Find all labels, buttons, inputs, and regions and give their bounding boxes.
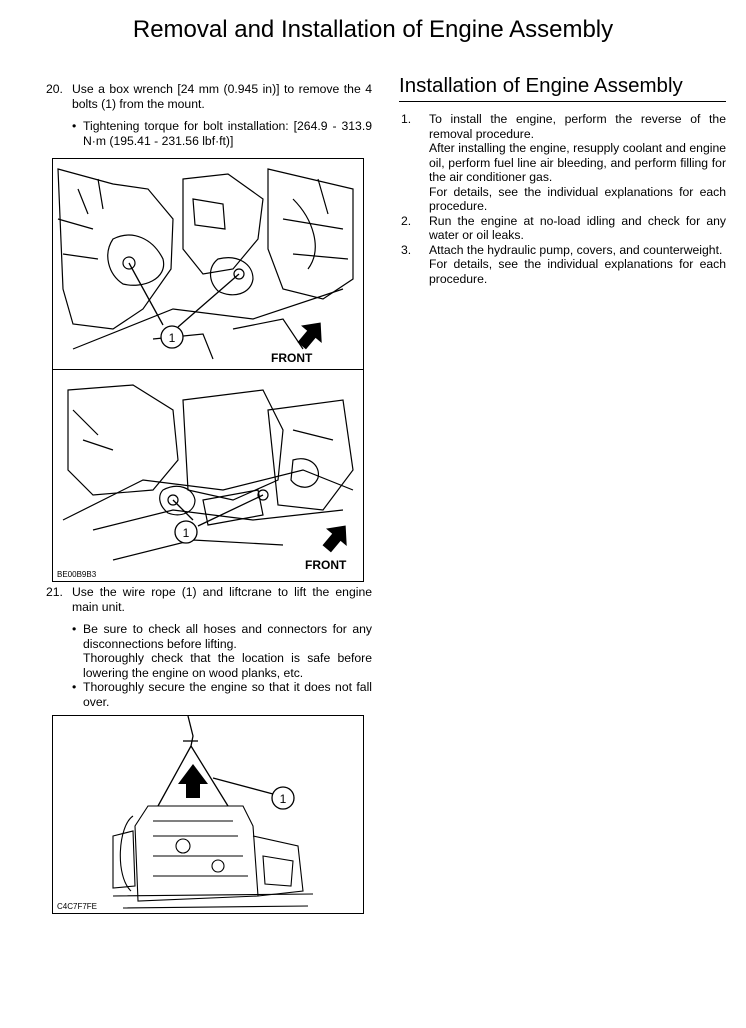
bullet: • Be sure to check all hoses and connectors for any disconnections before lifting. Thoroughly check that the location is safe before lowering the engine on wood planks, etc. — [72, 622, 372, 680]
install-step-1: 1. To install the engine, perform the reverse of the removal procedure. After installing the engine, resupply coolant and engine oil, perform fuel line air bleeding, and perform filling for the air conditioner gas. For details, see the individual explanations for each procedure. — [401, 112, 726, 213]
step-21-bullets — [72, 622, 372, 709]
figure-code: C4C7F7FE — [57, 902, 98, 911]
figure-code: BE00B9B3 — [57, 570, 97, 579]
right-column — [399, 74, 726, 286]
figure-engine-mount-bottom — [52, 369, 364, 582]
install-step-2: 2. Run the engine at no-load idling and check for any water or oil leaks. — [401, 213, 726, 242]
step-21-block — [46, 585, 372, 709]
figure-engine-mount-top — [52, 158, 364, 371]
lift-arrow-icon — [178, 764, 208, 798]
front-label: FRONT — [271, 351, 313, 365]
page-title: Removal and Installation of Engine Assembly — [132, 16, 614, 43]
section-title: Installation of Engine Assembly — [399, 74, 726, 102]
front-label: FRONT — [305, 558, 347, 572]
engine-mount-drawing — [53, 159, 363, 370]
callout-1: 1 — [182, 526, 190, 540]
left-column — [46, 82, 372, 148]
step-20: 20. Use a box wrench [24 mm (0.945 in)] to remove the 4 bolts (1) from the mount. — [46, 82, 372, 111]
figure-engine-lift — [52, 715, 364, 914]
install-step-3: 3. Attach the hydraulic pump, covers, and counterweight. For details, see the individual explanations for each procedure. — [401, 242, 726, 286]
step-21: 21. Use the wire rope (1) and liftcrane to lift the engine main unit. — [46, 585, 372, 614]
engine-lift-drawing — [53, 716, 363, 913]
installation-steps — [399, 112, 726, 286]
callout-1: 1 — [279, 792, 287, 806]
engine-mount-drawing-2 — [53, 370, 363, 581]
step-20-bullets — [72, 119, 372, 148]
front-arrow-icon — [291, 314, 331, 354]
front-arrow-icon — [316, 517, 356, 557]
bullet: • Thoroughly secure the engine so that it does not fall over. — [72, 680, 372, 709]
bullet: • Tightening torque for bolt installation: [264.9 - 313.9 N·m (195.41 - 231.56 lbf·ft)] — [72, 119, 372, 148]
callout-1: 1 — [168, 331, 176, 345]
